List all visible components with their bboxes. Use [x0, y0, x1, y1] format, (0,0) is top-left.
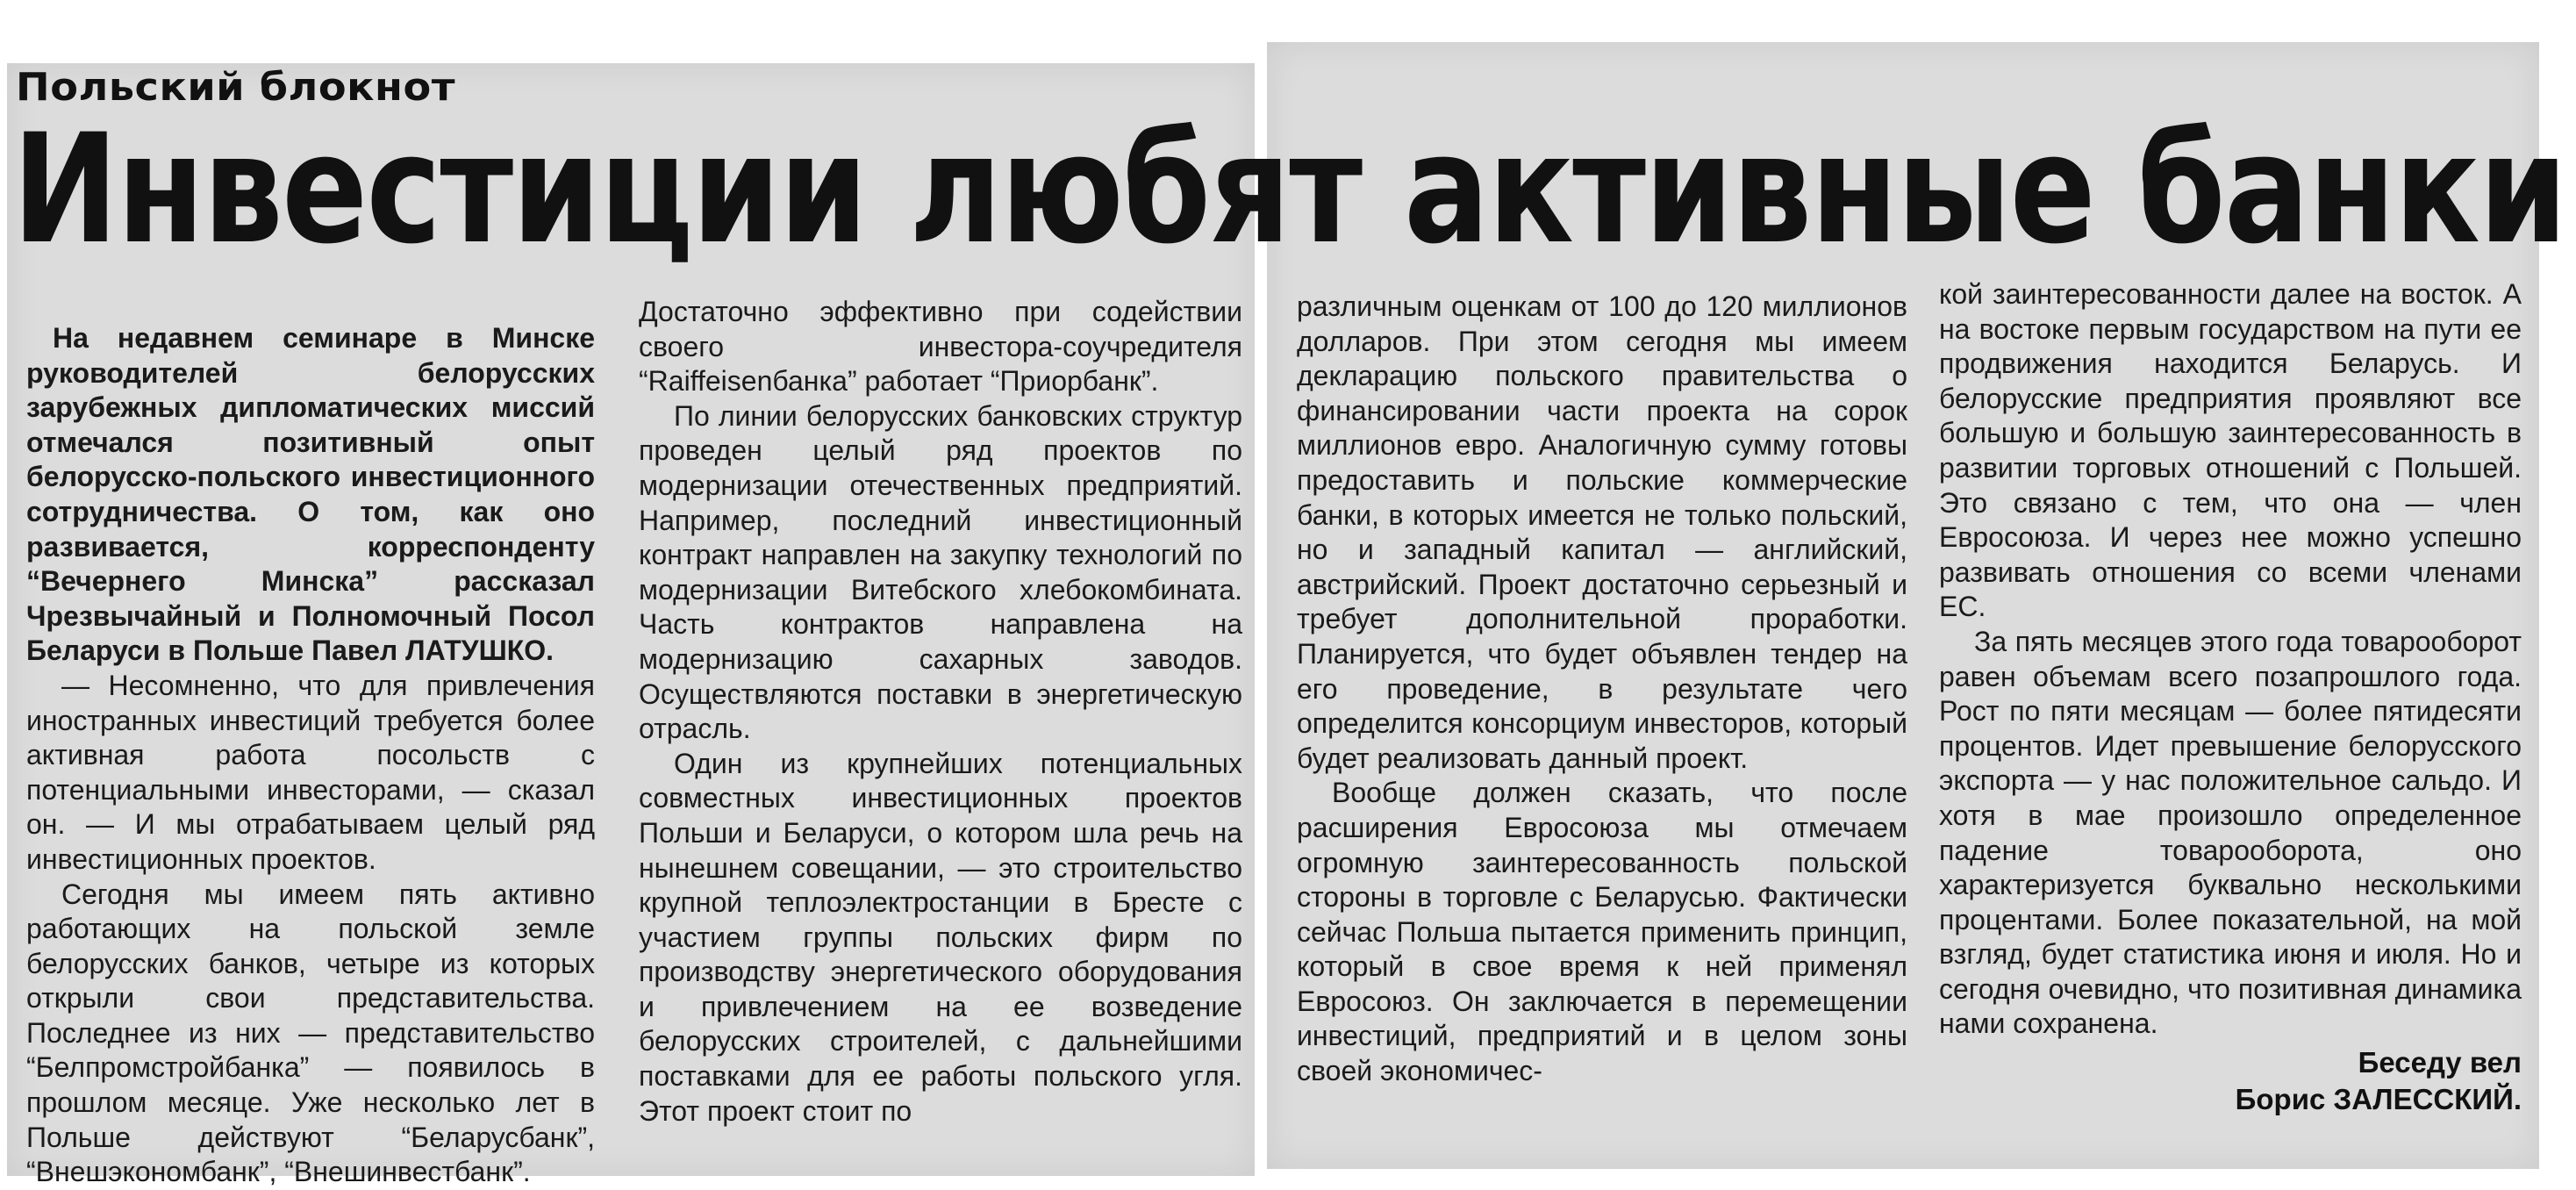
- paragraph: Один из крупнейших потенциальных совместных инвестиционных проектов Польши и Беларуси, о котором шла речь на нынешнем совещании, — это строительство крупной теплоэлектростанции в Бресте с участием группы польских фирм по производству энергетического оборудования и привлечением на ее возведение белорусских строителей, с дальнейшими поставками для ее работы польского угля. Этот проект стоит по: [639, 747, 1242, 1127]
- paragraph: различным оценкам от 100 до 120 миллионов долларов. При этом сегодня мы имеем декларацию польского правительства о финансировании части проекта на сорок миллионов евро. Аналогичную сумму готовы предоставить и польские коммерческие банки, в которых имеется не только польский, но и западный капитал — английский, австрийский. Проект достаточно серьезный и требует дополнительной проработки. Планируется, что будет объявлен тендер на его проведение, в результате чего определится консорциум инвесторов, который будет реализовать данный проект.: [1297, 290, 1907, 774]
- article-column-1: [26, 321, 595, 1190]
- paragraph: Сегодня мы имеем пять активно работающих на польской земле белорусских банков, четыре из которых открыли свои представительства. Последнее из них — представительство “Белпромстройбанка” — появилось в прошлом месяце. Уже несколько лет в Польше действуют “Беларусбанк”, “Внешэкономбанк”, “Внешинвестбанк”.: [26, 878, 595, 1188]
- paragraph: Достаточно эффективно при содействии своего инвестора-соучредителя “Raiffeisenбанка” работает “Приорбанк”.: [639, 296, 1242, 398]
- byline: [2236, 1044, 2522, 1118]
- paragraph: кой заинтересованности далее на восток. А на востоке первым государством на пути ее продвижения находится Беларусь. И белорусские предприятия проявляют все большую и большую заинтересованность в развитии торговых отношений с Польшей. Это связано с тем, что она — член Евросоюза. И через нее можно успешно развивать отношения со всеми членами ЕС.: [1939, 278, 2522, 623]
- paragraph: — Несомненно, что для привлечения иностранных инвестиций требуется более активная работа посольств с потенциальными инвесторами, — сказал он. — И мы отрабатываем целый ряд инвестиционных проектов.: [26, 669, 595, 875]
- article-column-3: [1297, 290, 1907, 1089]
- rubric-label: Польский блокнот: [16, 65, 456, 110]
- paragraph: По линии белорусских банковских структур проведен целый ряд проектов по модернизации отечественных предприятий. Например, последний инвестиционный контракт направлен на закупку технологий по модернизации Витебского хлебокомбината. Часть контрактов направлена на модернизацию сахарных заводов. Осуществляются поставки в энергетическую отрасль.: [639, 399, 1242, 745]
- paragraph: За пять месяцев этого года товарооборот равен объемам всего позапрошлого года. Рост по пяти месяцам — более пятидесяти процентов. Идет превышение белорусского экспорта — у нас положительное сальдо. И хотя в мае произошло определенное падение товарооборота, оно характеризуется буквально несколькими процентами. Более показательной, на мой взгляд, будет статистика июня и июля. Но и сегодня очевидно, что позитивная динамика нами сохранена.: [1939, 625, 2522, 1040]
- paragraph: Вообще должен сказать, что после расширения Евросоюза мы отмечаем огромную заинтересованность польской стороны в торговле с Беларусью. Фактически сейчас Польша пытается применить принцип, который в свое время к ней применял Евросоюз. Он заключается в перемещении инвестиций, предприятий и в целом зоны своей экономичес-: [1297, 777, 1907, 1087]
- article-column-2: [639, 295, 1242, 1129]
- article-column-4: [1939, 277, 2522, 1042]
- byline-intro: Беседу вел: [2358, 1046, 2522, 1079]
- headline: Инвестиции любят активные банки: [12, 101, 2566, 277]
- lead-paragraph: На недавнем семинаре в Минске руководителей белорусских зарубежных дипломатических миссий отмечался позитивный опыт белорусско-польского инвестиционного сотрудничества. О том, как оно развивается, корреспонденту “Вечернего Минска” рассказал Чрезвычайный и Полномочный Посол Беларуси в Польше Павел ЛАТУШКО.: [26, 322, 595, 667]
- byline-author: Борис ЗАЛЕССКИЙ.: [2235, 1083, 2522, 1115]
